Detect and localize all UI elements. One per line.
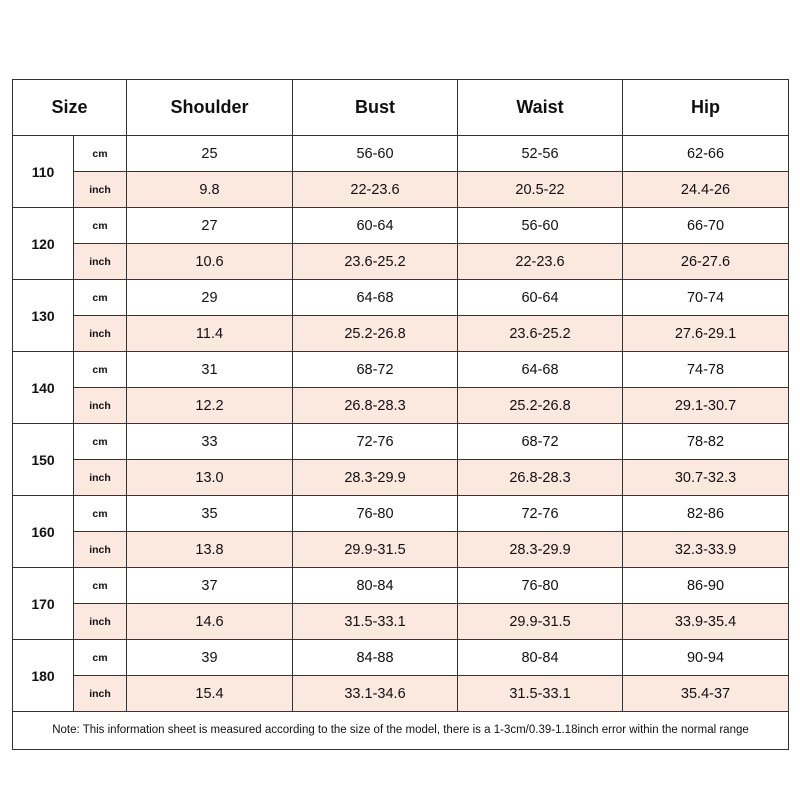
shoulder-header: Shoulder	[127, 80, 293, 136]
shoulder-value: 13.8	[127, 532, 293, 568]
size-label: 110	[13, 136, 74, 208]
hip-value: 74-78	[623, 352, 789, 388]
size-label: 140	[13, 352, 74, 424]
unit-label: inch	[74, 532, 127, 568]
shoulder-value: 27	[127, 208, 293, 244]
size-inch-row	[13, 244, 789, 280]
size-cm-row	[13, 640, 789, 676]
shoulder-value: 15.4	[127, 676, 293, 712]
hip-value: 86-90	[623, 568, 789, 604]
unit-label: inch	[74, 388, 127, 424]
shoulder-value: 31	[127, 352, 293, 388]
size-cm-row	[13, 568, 789, 604]
bust-value: 29.9-31.5	[293, 532, 458, 568]
hip-value: 78-82	[623, 424, 789, 460]
bust-value: 76-80	[293, 496, 458, 532]
size-label: 120	[13, 208, 74, 280]
unit-label: cm	[74, 280, 127, 316]
hip-value: 30.7-32.3	[623, 460, 789, 496]
bust-value: 60-64	[293, 208, 458, 244]
waist-value: 23.6-25.2	[458, 316, 623, 352]
hip-value: 82-86	[623, 496, 789, 532]
bust-value: 25.2-26.8	[293, 316, 458, 352]
shoulder-value: 10.6	[127, 244, 293, 280]
unit-label: inch	[74, 676, 127, 712]
size-label: 150	[13, 424, 74, 496]
unit-label: inch	[74, 316, 127, 352]
hip-value: 35.4-37	[623, 676, 789, 712]
size-header: Size	[13, 80, 127, 136]
bust-value: 64-68	[293, 280, 458, 316]
size-cm-row	[13, 496, 789, 532]
waist-value: 29.9-31.5	[458, 604, 623, 640]
size-chart-table	[12, 79, 789, 750]
waist-value: 56-60	[458, 208, 623, 244]
hip-value: 26-27.6	[623, 244, 789, 280]
unit-label: inch	[74, 604, 127, 640]
waist-value: 26.8-28.3	[458, 460, 623, 496]
unit-label: cm	[74, 424, 127, 460]
shoulder-value: 9.8	[127, 172, 293, 208]
size-inch-row	[13, 316, 789, 352]
hip-value: 70-74	[623, 280, 789, 316]
shoulder-value: 35	[127, 496, 293, 532]
bust-value: 26.8-28.3	[293, 388, 458, 424]
hip-value: 32.3-33.9	[623, 532, 789, 568]
bust-header: Bust	[293, 80, 458, 136]
shoulder-value: 25	[127, 136, 293, 172]
shoulder-value: 39	[127, 640, 293, 676]
bust-value: 22-23.6	[293, 172, 458, 208]
size-cm-row	[13, 280, 789, 316]
size-inch-row	[13, 532, 789, 568]
bust-value: 33.1-34.6	[293, 676, 458, 712]
shoulder-value: 14.6	[127, 604, 293, 640]
size-cm-row	[13, 136, 789, 172]
size-chart-body	[13, 136, 789, 712]
unit-label: inch	[74, 172, 127, 208]
unit-label: cm	[74, 352, 127, 388]
waist-value: 52-56	[458, 136, 623, 172]
unit-label: cm	[74, 208, 127, 244]
hip-value: 33.9-35.4	[623, 604, 789, 640]
waist-value: 60-64	[458, 280, 623, 316]
bust-value: 80-84	[293, 568, 458, 604]
waist-value: 80-84	[458, 640, 623, 676]
measurement-note: Note: This information sheet is measured according to the size of the model, there is a 1-3cm/0.39-1.18inch error within the normal range	[13, 712, 789, 750]
size-inch-row	[13, 460, 789, 496]
header-row	[13, 80, 789, 136]
bust-value: 68-72	[293, 352, 458, 388]
waist-value: 22-23.6	[458, 244, 623, 280]
size-cm-row	[13, 424, 789, 460]
waist-value: 76-80	[458, 568, 623, 604]
hip-value: 29.1-30.7	[623, 388, 789, 424]
shoulder-value: 37	[127, 568, 293, 604]
waist-value: 28.3-29.9	[458, 532, 623, 568]
waist-value: 72-76	[458, 496, 623, 532]
unit-label: inch	[74, 244, 127, 280]
size-inch-row	[13, 676, 789, 712]
waist-value: 25.2-26.8	[458, 388, 623, 424]
unit-label: cm	[74, 568, 127, 604]
hip-value: 62-66	[623, 136, 789, 172]
hip-header: Hip	[623, 80, 789, 136]
unit-label: inch	[74, 460, 127, 496]
size-label: 180	[13, 640, 74, 712]
size-inch-row	[13, 388, 789, 424]
size-inch-row	[13, 172, 789, 208]
shoulder-value: 13.0	[127, 460, 293, 496]
unit-label: cm	[74, 640, 127, 676]
waist-value: 20.5-22	[458, 172, 623, 208]
size-label: 160	[13, 496, 74, 568]
waist-header: Waist	[458, 80, 623, 136]
note-row	[13, 712, 789, 750]
waist-value: 64-68	[458, 352, 623, 388]
bust-value: 28.3-29.9	[293, 460, 458, 496]
hip-value: 27.6-29.1	[623, 316, 789, 352]
hip-value: 24.4-26	[623, 172, 789, 208]
bust-value: 31.5-33.1	[293, 604, 458, 640]
bust-value: 84-88	[293, 640, 458, 676]
unit-label: cm	[74, 136, 127, 172]
shoulder-value: 33	[127, 424, 293, 460]
waist-value: 68-72	[458, 424, 623, 460]
size-inch-row	[13, 604, 789, 640]
bust-value: 23.6-25.2	[293, 244, 458, 280]
shoulder-value: 11.4	[127, 316, 293, 352]
size-cm-row	[13, 352, 789, 388]
hip-value: 90-94	[623, 640, 789, 676]
bust-value: 72-76	[293, 424, 458, 460]
shoulder-value: 12.2	[127, 388, 293, 424]
size-label: 170	[13, 568, 74, 640]
unit-label: cm	[74, 496, 127, 532]
waist-value: 31.5-33.1	[458, 676, 623, 712]
size-label: 130	[13, 280, 74, 352]
bust-value: 56-60	[293, 136, 458, 172]
hip-value: 66-70	[623, 208, 789, 244]
size-cm-row	[13, 208, 789, 244]
shoulder-value: 29	[127, 280, 293, 316]
